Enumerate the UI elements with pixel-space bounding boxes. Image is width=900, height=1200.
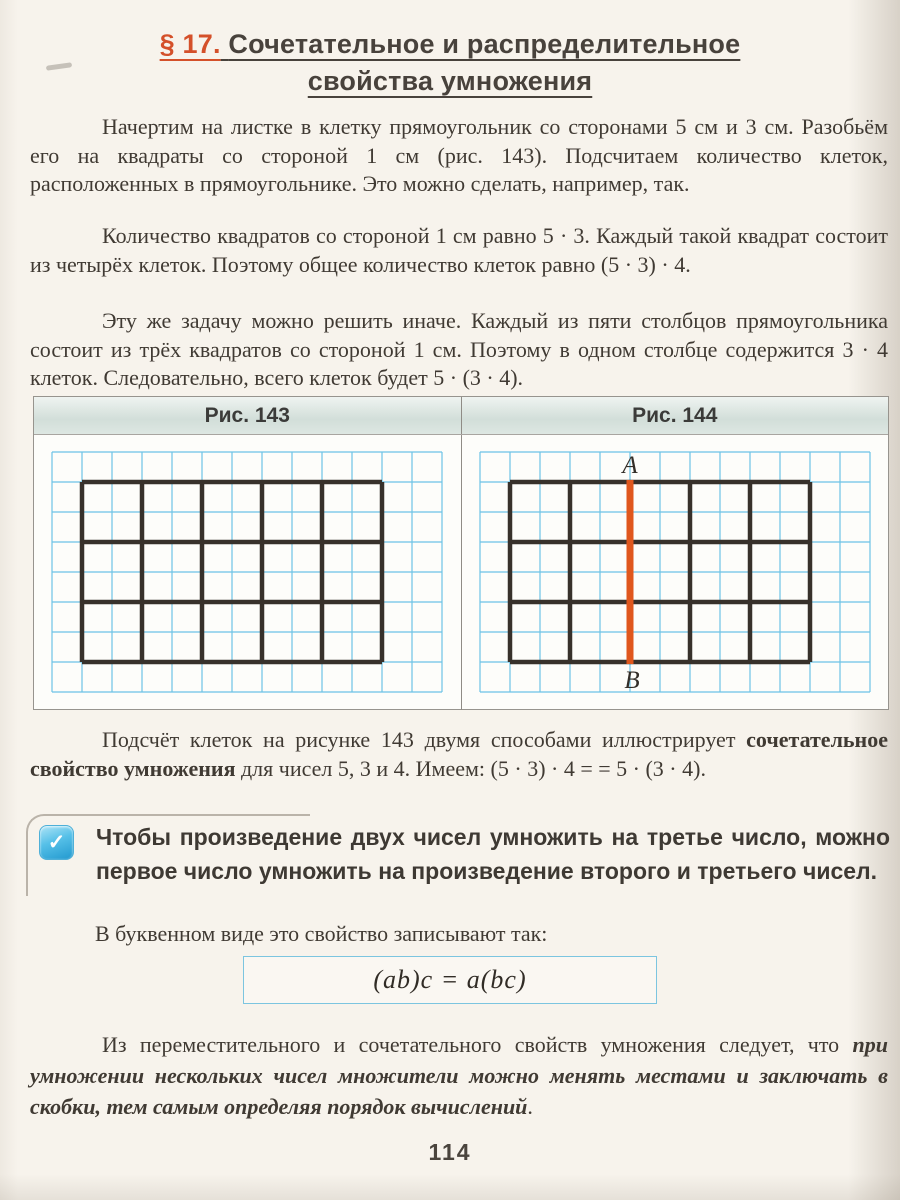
paragraph-4-post: для чисел 5, 3 и 4. Имеем: (5 · 3) · 4 = = 5 · (3 · 4).: [235, 755, 706, 781]
paragraph-5-post: .: [527, 1094, 533, 1119]
figure-144-grid: [471, 446, 879, 698]
paragraph-2: Количество квадратов со стороной 1 см равно 5 · 3. Каждый такой квадрат состоит из четырёх клеток. Поэтому общее количество клеток равно (5 · 3) · 4.: [30, 223, 888, 277]
formula-text: (ab)c = a(bc): [373, 965, 527, 994]
figure-panels: [34, 435, 888, 710]
paragraph-3: Эту же задачу можно решить иначе. Каждый из пяти столбцов прямоугольника состоит из трёх квадратов со стороной 1 см. Поэтому в одном столбце содержится 3 · 4 клеток. Следовательно, всего клеток будет 5 · (3 · 4).: [30, 308, 888, 390]
section-title-line2: свойства умножения: [307, 66, 593, 96]
figure-box: [33, 396, 889, 710]
figure-144-label-B: B: [624, 667, 640, 694]
paragraph-4: [30, 726, 888, 783]
paragraph-4-pre: Подсчёт клеток на рисунке 143 двумя способами иллюстрирует: [102, 727, 747, 752]
figure-header: [34, 397, 888, 435]
section-title-line1: [160, 29, 741, 59]
section-title-part1: Сочетательное и распределительное: [228, 29, 741, 59]
paragraph-1: Начертим на листке в клетку прямоугольник со сторонами 5 см и 3 см. Разобьём его на квадраты со стороной 1 см (рис. 143). Подсчитаем количество клеток, расположенных в прямоугольнике. Это можно сделать, например, так.: [30, 114, 888, 196]
section-number: § 17.: [159, 29, 221, 59]
paragraph-4-term: сочетательное свойство умножения: [30, 727, 888, 781]
page-number: 114: [428, 1139, 472, 1165]
formula-box: [243, 956, 657, 1004]
figure-144-label-A: A: [622, 452, 638, 479]
rule-text: Чтобы произведение двух чисел умножить на третье число, можно первое число умножить на произведение второго и третьего чисел.: [96, 824, 890, 884]
section-title: [60, 26, 840, 100]
figure-144-caption: Рис. 144: [632, 403, 718, 427]
paragraph-5-pre: Из переместительного и сочетательного свойств умножения следует, что: [102, 1032, 853, 1057]
figure-143-grid: [43, 446, 451, 698]
figure-143-panel: [34, 435, 462, 710]
figure-143-caption: Рис. 143: [34, 397, 462, 434]
figure-144-panel: [462, 435, 889, 710]
checkmark-glyph: ✓: [47, 831, 66, 854]
letter-form-intro: В буквенном виде это свойство записывают так:: [95, 921, 548, 946]
paragraph-5-rule: при умножении нескольких чисел множители можно менять местами и заключать в скобки, тем самым определяя порядок вычислений: [30, 1032, 888, 1119]
rule-box: [30, 812, 892, 916]
paragraph-5: [30, 1029, 888, 1122]
checkmark-icon: [39, 825, 74, 860]
